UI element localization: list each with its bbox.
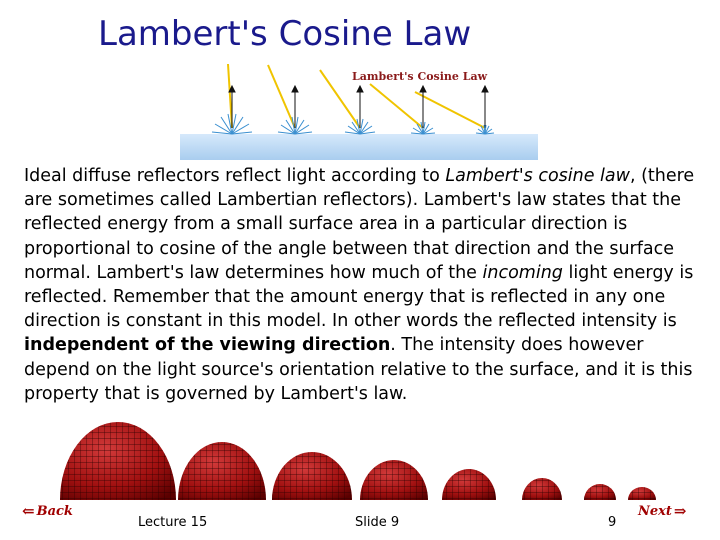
- dome-row: [50, 408, 670, 508]
- next-label: Next: [638, 503, 672, 519]
- body-text-4: . The intensity does however depend on the light source's orientation relative to the surface, and it is this property that is governed by Lambert's law.: [24, 335, 693, 404]
- surface-normals: [229, 86, 488, 128]
- dome-8: [628, 487, 656, 500]
- footer-slide: Slide 9: [355, 515, 400, 530]
- body-text-3: light energy is reflected. Remember that the amount energy that is reflected in any one direction is constant in this model. In other words the reflected intensity is: [24, 262, 694, 332]
- figure-label: Lambert's Cosine Law: [352, 70, 488, 83]
- back-label: Back: [36, 503, 73, 519]
- arrow-right-icon: ⇒: [673, 502, 687, 520]
- slide-title: Lambert's Cosine Law: [98, 14, 472, 54]
- dome-6: [522, 478, 562, 500]
- body-text-2: , (there are sometimes called Lambertian reflectors). Lambert's law states that the reflected energy from a small surface area in a particular direction is proportional to cosine of the angle between that direction and the surface normal. Lambert's law determines how much of the: [24, 166, 695, 283]
- body-emphasis-2: incoming: [482, 262, 563, 283]
- body-bold-1: independent of the viewing direction: [24, 335, 391, 356]
- next-button[interactable]: [638, 502, 687, 520]
- dome-7: [584, 484, 616, 500]
- dome-1: [60, 422, 176, 500]
- dome-4: [360, 460, 428, 500]
- reflecting-surface: [180, 134, 538, 160]
- body-paragraph: [24, 164, 704, 406]
- dome-3: [272, 452, 352, 500]
- lambert-diagram: [180, 62, 540, 160]
- dome-5: [442, 469, 496, 500]
- page-number: 9: [608, 515, 617, 530]
- footer-lecture: Lecture 15: [138, 515, 208, 530]
- body-text-1: Ideal diffuse reflectors reflect light according to: [24, 166, 446, 186]
- arrow-left-icon: ⇐: [22, 502, 35, 520]
- back-button[interactable]: [22, 502, 73, 520]
- dome-2: [178, 442, 266, 500]
- body-emphasis-1: Lambert's cosine law: [445, 166, 630, 186]
